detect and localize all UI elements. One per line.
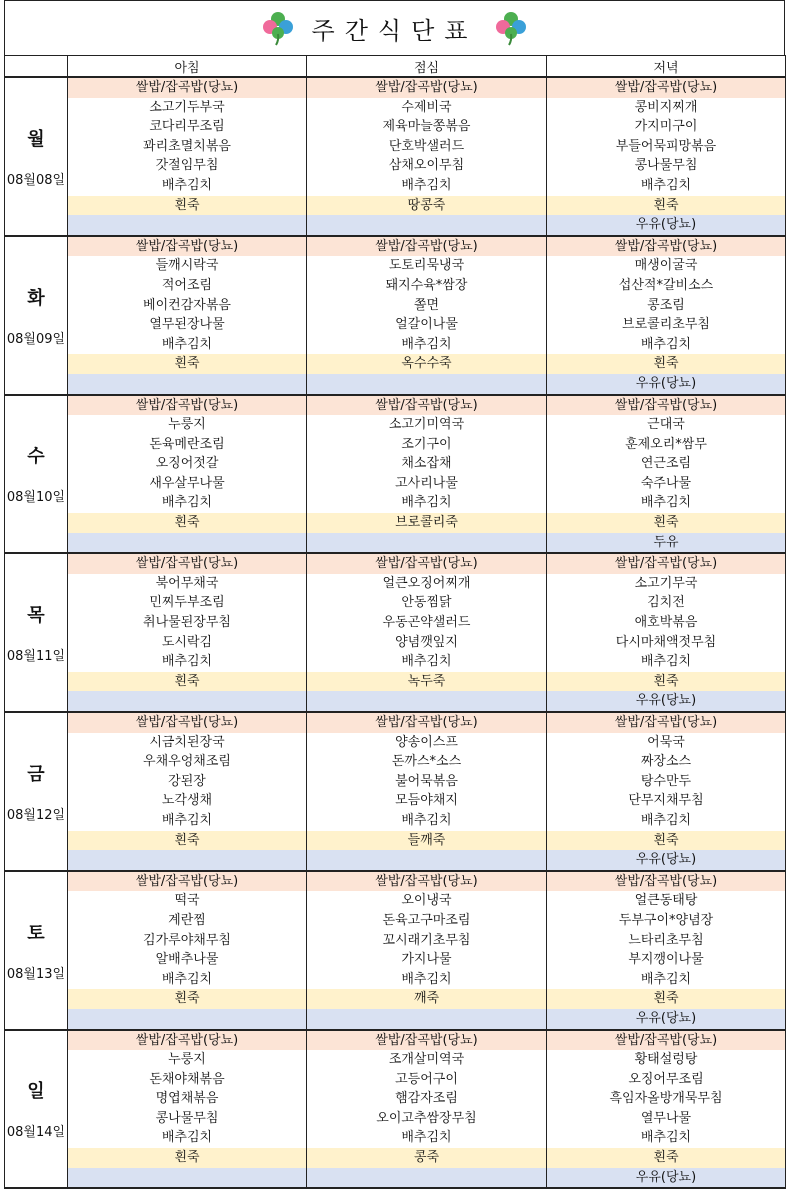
dinner-menu-item: 우유(당뇨) xyxy=(547,215,786,236)
lunch-menu-item: 브로콜리죽 xyxy=(307,513,547,533)
menu-row xyxy=(5,891,786,911)
menu-row xyxy=(5,256,786,276)
breakfast-menu-item xyxy=(68,215,307,236)
dinner-menu-item: 배추김치 xyxy=(547,811,786,831)
menu-row xyxy=(5,871,786,892)
breakfast-menu-item: 소고기두부국 xyxy=(68,98,307,118)
lunch-menu-item: 양송이스프 xyxy=(307,733,547,753)
dinner-menu-item: 탕수만두 xyxy=(547,772,786,792)
breakfast-menu-item: 꽈리초멸치볶음 xyxy=(68,137,307,157)
lunch-menu-item: 쌀밥/잡곡밥(당뇨) xyxy=(307,871,547,892)
breakfast-menu-item xyxy=(68,533,307,554)
lunch-menu-item: 옥수수죽 xyxy=(307,354,547,374)
lunch-menu-item: 채소잡채 xyxy=(307,454,547,474)
menu-row xyxy=(5,117,786,137)
dinner-menu-item: 숙주나물 xyxy=(547,474,786,494)
menu-row xyxy=(5,335,786,355)
breakfast-menu-item xyxy=(68,1009,307,1030)
dinner-menu-item: 다시마채액젓무침 xyxy=(547,633,786,653)
dinner-menu-item: 우유(당뇨) xyxy=(547,374,786,395)
dinner-menu-item: 콩조림 xyxy=(547,296,786,316)
lunch-menu-item: 땅콩죽 xyxy=(307,196,547,216)
day-date: 08월12일 xyxy=(6,807,66,823)
lunch-menu-item xyxy=(307,1009,547,1030)
breakfast-menu-item: 쌀밥/잡곡밥(당뇨) xyxy=(68,236,307,257)
breakfast-menu-item: 쌀밥/잡곡밥(당뇨) xyxy=(68,395,307,416)
menu-row xyxy=(5,296,786,316)
breakfast-menu-item: 흰죽 xyxy=(68,354,307,374)
day-name: 금 xyxy=(27,763,45,785)
dinner-menu-item: 콩나물무침 xyxy=(547,156,786,176)
breakfast-menu-item: 흰죽 xyxy=(68,196,307,216)
breakfast-menu-item: 노각생채 xyxy=(68,791,307,811)
breakfast-menu-item: 흰죽 xyxy=(68,831,307,851)
menu-row xyxy=(5,553,786,574)
dinner-menu-item: 흰죽 xyxy=(547,196,786,216)
dinner-menu-item: 매생이굴국 xyxy=(547,256,786,276)
menu-table xyxy=(4,55,786,1189)
lunch-menu-item: 안동찜닭 xyxy=(307,593,547,613)
lunch-menu-item: 배추김치 xyxy=(307,652,547,672)
menu-row xyxy=(5,811,786,831)
menu-row xyxy=(5,98,786,118)
breakfast-menu-item: 배추김치 xyxy=(68,811,307,831)
breakfast-menu-item: 쌀밥/잡곡밥(당뇨) xyxy=(68,871,307,892)
dinner-menu-item: 어묵국 xyxy=(547,733,786,753)
day-name: 목 xyxy=(27,605,45,627)
breakfast-menu-item: 코다리무조림 xyxy=(68,117,307,137)
menu-row xyxy=(5,156,786,176)
dinner-menu-item: 우유(당뇨) xyxy=(547,1009,786,1030)
breakfast-menu-item: 시금치된장국 xyxy=(68,733,307,753)
menu-row xyxy=(5,691,786,712)
menu-row xyxy=(5,474,786,494)
lunch-menu-item: 들깨죽 xyxy=(307,831,547,851)
breakfast-menu-item: 쌀밥/잡곡밥(당뇨) xyxy=(68,712,307,733)
breakfast-menu-item: 배추김치 xyxy=(68,1128,307,1148)
dinner-menu-item: 흰죽 xyxy=(547,1148,786,1168)
dinner-menu-item: 우유(당뇨) xyxy=(547,850,786,871)
menu-row xyxy=(5,574,786,594)
menu-row xyxy=(5,850,786,871)
header-row xyxy=(5,56,786,78)
menu-row xyxy=(5,315,786,335)
lunch-menu-item: 수제비국 xyxy=(307,98,547,118)
dinner-menu-item: 흰죽 xyxy=(547,989,786,1009)
day-cell xyxy=(5,712,68,871)
dinner-menu-item: 우유(당뇨) xyxy=(547,691,786,712)
dinner-menu-item: 두유 xyxy=(547,533,786,554)
dinner-menu-item: 짜장소스 xyxy=(547,752,786,772)
lunch-menu-item: 쫄면 xyxy=(307,296,547,316)
dinner-menu-item: 애호박볶음 xyxy=(547,613,786,633)
dinner-menu-item: 흰죽 xyxy=(547,672,786,692)
dinner-menu-item: 김치전 xyxy=(547,593,786,613)
menu-row xyxy=(5,374,786,395)
lunch-menu-item: 쌀밥/잡곡밥(당뇨) xyxy=(307,236,547,257)
breakfast-menu-item: 흰죽 xyxy=(68,672,307,692)
lunch-menu-item: 제육마늘쫑볶음 xyxy=(307,117,547,137)
dinner-menu-item: 근대국 xyxy=(547,415,786,435)
menu-row xyxy=(5,415,786,435)
breakfast-menu-item: 들깨시락국 xyxy=(68,256,307,276)
breakfast-menu-item: 북어무채국 xyxy=(68,574,307,594)
breakfast-menu-item: 누룽지 xyxy=(68,1050,307,1070)
dinner-menu-item: 열무나물 xyxy=(547,1109,786,1129)
day-cell xyxy=(5,395,68,554)
dinner-menu-item: 흑임자올방개묵무침 xyxy=(547,1089,786,1109)
dinner-menu-item: 오징어무조림 xyxy=(547,1070,786,1090)
lunch-menu-item: 조개살미역국 xyxy=(307,1050,547,1070)
breakfast-menu-item: 민찌두부조림 xyxy=(68,593,307,613)
breakfast-menu-item: 배추김치 xyxy=(68,493,307,513)
menu-row xyxy=(5,712,786,733)
lunch-menu-item: 소고기미역국 xyxy=(307,415,547,435)
lunch-menu-item xyxy=(307,1168,547,1189)
clover-right-icon xyxy=(495,10,527,46)
breakfast-menu-item: 새우살무나물 xyxy=(68,474,307,494)
dinner-menu-item: 배추김치 xyxy=(547,335,786,355)
dinner-menu-item: 단무지채무침 xyxy=(547,791,786,811)
dinner-menu-item: 콩비지찌개 xyxy=(547,98,786,118)
menu-row xyxy=(5,950,786,970)
menu-row xyxy=(5,752,786,772)
lunch-menu-item: 도토리묵냉국 xyxy=(307,256,547,276)
day-name: 화 xyxy=(27,287,45,309)
breakfast-menu-item: 콩나물무침 xyxy=(68,1109,307,1129)
breakfast-menu-item: 오징어젓갈 xyxy=(68,454,307,474)
day-name: 수 xyxy=(27,446,45,468)
dinner-menu-item: 느타리초무침 xyxy=(547,931,786,951)
menu-sheet xyxy=(4,0,785,1189)
menu-row xyxy=(5,1168,786,1189)
menu-row xyxy=(5,1109,786,1129)
day-cell xyxy=(5,553,68,712)
lunch-menu-item: 배추김치 xyxy=(307,493,547,513)
breakfast-menu-item: 쌀밥/잡곡밥(당뇨) xyxy=(68,553,307,574)
day-name: 토 xyxy=(27,922,45,944)
menu-row xyxy=(5,513,786,533)
lunch-menu-item: 조기구이 xyxy=(307,435,547,455)
menu-row xyxy=(5,1148,786,1168)
lunch-menu-item: 오이냉국 xyxy=(307,891,547,911)
day-cell xyxy=(5,236,68,395)
dinner-menu-item: 쌀밥/잡곡밥(당뇨) xyxy=(547,77,786,98)
breakfast-menu-item: 떡국 xyxy=(68,891,307,911)
breakfast-menu-item: 베이컨감자볶음 xyxy=(68,296,307,316)
menu-row xyxy=(5,831,786,851)
dinner-menu-item: 훈제오리*쌈무 xyxy=(547,435,786,455)
breakfast-menu-item: 열무된장나물 xyxy=(68,315,307,335)
menu-row xyxy=(5,176,786,196)
menu-body xyxy=(5,77,786,1188)
dinner-menu-item: 쌀밥/잡곡밥(당뇨) xyxy=(547,553,786,574)
dinner-menu-item: 흰죽 xyxy=(547,831,786,851)
menu-row xyxy=(5,672,786,692)
lunch-menu-item xyxy=(307,691,547,712)
dinner-menu-item: 가지미구이 xyxy=(547,117,786,137)
dinner-menu-item: 쌀밥/잡곡밥(당뇨) xyxy=(547,1030,786,1051)
dinner-menu-item: 쌀밥/잡곡밥(당뇨) xyxy=(547,871,786,892)
day-name: 일 xyxy=(27,1081,45,1103)
menu-row xyxy=(5,652,786,672)
menu-row xyxy=(5,77,786,98)
menu-row xyxy=(5,733,786,753)
day-date: 08월11일 xyxy=(6,649,66,665)
lunch-menu-item: 배추김치 xyxy=(307,811,547,831)
lunch-menu-item: 녹두죽 xyxy=(307,672,547,692)
breakfast-menu-item: 쌀밥/잡곡밥(당뇨) xyxy=(68,77,307,98)
menu-row xyxy=(5,215,786,236)
header-dinner: 저녁 xyxy=(547,56,786,78)
breakfast-menu-item: 취나물된장무침 xyxy=(68,613,307,633)
dinner-menu-item: 섭산적*갈비소스 xyxy=(547,276,786,296)
day-date: 08월13일 xyxy=(6,966,66,982)
breakfast-menu-item: 흰죽 xyxy=(68,513,307,533)
lunch-menu-item: 고등어구이 xyxy=(307,1070,547,1090)
lunch-menu-item: 얼갈이나물 xyxy=(307,315,547,335)
lunch-menu-item: 쌀밥/잡곡밥(당뇨) xyxy=(307,77,547,98)
day-date: 08월09일 xyxy=(6,331,66,347)
menu-row xyxy=(5,1070,786,1090)
lunch-menu-item: 우동곤약샐러드 xyxy=(307,613,547,633)
menu-row xyxy=(5,970,786,990)
day-cell xyxy=(5,1030,68,1189)
menu-row xyxy=(5,911,786,931)
day-name: 월 xyxy=(27,128,45,150)
breakfast-menu-item: 명엽채볶음 xyxy=(68,1089,307,1109)
lunch-menu-item xyxy=(307,374,547,395)
lunch-menu-item: 모듬야채지 xyxy=(307,791,547,811)
breakfast-menu-item: 김가루야채무침 xyxy=(68,931,307,951)
lunch-menu-item xyxy=(307,533,547,554)
day-cell xyxy=(5,871,68,1030)
breakfast-menu-item: 갓절임무침 xyxy=(68,156,307,176)
breakfast-menu-item: 우채우엉채조림 xyxy=(68,752,307,772)
dinner-menu-item: 흰죽 xyxy=(547,354,786,374)
header-lunch: 점심 xyxy=(307,56,547,78)
menu-row xyxy=(5,1128,786,1148)
lunch-menu-item xyxy=(307,215,547,236)
dinner-menu-item: 연근조림 xyxy=(547,454,786,474)
breakfast-menu-item: 알배추나물 xyxy=(68,950,307,970)
breakfast-menu-item xyxy=(68,691,307,712)
menu-row xyxy=(5,395,786,416)
menu-row xyxy=(5,276,786,296)
breakfast-menu-item xyxy=(68,374,307,395)
dinner-menu-item: 배추김치 xyxy=(547,652,786,672)
breakfast-menu-item: 돈육메란조림 xyxy=(68,435,307,455)
clover-left-icon xyxy=(262,10,294,46)
lunch-menu-item: 쌀밥/잡곡밥(당뇨) xyxy=(307,1030,547,1051)
menu-row xyxy=(5,196,786,216)
dinner-menu-item: 부지깽이나물 xyxy=(547,950,786,970)
lunch-menu-item: 고사리나물 xyxy=(307,474,547,494)
breakfast-menu-item: 배추김치 xyxy=(68,176,307,196)
day-cell xyxy=(5,77,68,236)
breakfast-menu-item xyxy=(68,850,307,871)
lunch-menu-item: 가지나물 xyxy=(307,950,547,970)
dinner-menu-item: 배추김치 xyxy=(547,1128,786,1148)
lunch-menu-item: 콩죽 xyxy=(307,1148,547,1168)
lunch-menu-item: 꼬시래기초무침 xyxy=(307,931,547,951)
dinner-menu-item: 흰죽 xyxy=(547,513,786,533)
menu-row xyxy=(5,493,786,513)
menu-row xyxy=(5,454,786,474)
menu-row xyxy=(5,931,786,951)
breakfast-menu-item: 흰죽 xyxy=(68,989,307,1009)
dinner-menu-item: 얼큰동태탕 xyxy=(547,891,786,911)
menu-row xyxy=(5,1009,786,1030)
dinner-menu-item: 브로콜리초무침 xyxy=(547,315,786,335)
lunch-menu-item: 배추김치 xyxy=(307,176,547,196)
header-breakfast: 아침 xyxy=(68,56,307,78)
menu-row xyxy=(5,435,786,455)
breakfast-menu-item: 적어조림 xyxy=(68,276,307,296)
dinner-menu-item: 쌀밥/잡곡밥(당뇨) xyxy=(547,236,786,257)
lunch-menu-item: 배추김치 xyxy=(307,970,547,990)
menu-row xyxy=(5,772,786,792)
lunch-menu-item: 단호박샐러드 xyxy=(307,137,547,157)
lunch-menu-item: 돼지수육*쌈장 xyxy=(307,276,547,296)
menu-row xyxy=(5,613,786,633)
lunch-menu-item: 배추김치 xyxy=(307,335,547,355)
dinner-menu-item: 소고기무국 xyxy=(547,574,786,594)
header-blank xyxy=(5,56,68,78)
lunch-menu-item: 돈육고구마조림 xyxy=(307,911,547,931)
menu-row xyxy=(5,791,786,811)
breakfast-menu-item: 흰죽 xyxy=(68,1148,307,1168)
dinner-menu-item: 황태설렁탕 xyxy=(547,1050,786,1070)
day-date: 08월08일 xyxy=(6,172,66,188)
title-row xyxy=(4,0,785,55)
dinner-menu-item: 쌀밥/잡곡밥(당뇨) xyxy=(547,395,786,416)
menu-row xyxy=(5,989,786,1009)
breakfast-menu-item: 쌀밥/잡곡밥(당뇨) xyxy=(68,1030,307,1051)
breakfast-menu-item: 강된장 xyxy=(68,772,307,792)
menu-row xyxy=(5,236,786,257)
lunch-menu-item: 쌀밥/잡곡밥(당뇨) xyxy=(307,712,547,733)
lunch-menu-item: 깨죽 xyxy=(307,989,547,1009)
breakfast-menu-item: 누룽지 xyxy=(68,415,307,435)
lunch-menu-item: 삼채오이무침 xyxy=(307,156,547,176)
menu-row xyxy=(5,354,786,374)
dinner-menu-item: 배추김치 xyxy=(547,970,786,990)
lunch-menu-item xyxy=(307,850,547,871)
breakfast-menu-item: 배추김치 xyxy=(68,335,307,355)
lunch-menu-item: 얼큰오징어찌개 xyxy=(307,574,547,594)
menu-row xyxy=(5,533,786,554)
breakfast-menu-item: 계란찜 xyxy=(68,911,307,931)
menu-row xyxy=(5,593,786,613)
breakfast-menu-item: 돈채야채볶음 xyxy=(68,1070,307,1090)
lunch-menu-item: 불어묵볶음 xyxy=(307,772,547,792)
dinner-menu-item: 두부구이*양념장 xyxy=(547,911,786,931)
menu-row xyxy=(5,137,786,157)
menu-row xyxy=(5,1050,786,1070)
breakfast-menu-item: 배추김치 xyxy=(68,652,307,672)
breakfast-menu-item xyxy=(68,1168,307,1189)
day-date: 08월14일 xyxy=(6,1125,66,1141)
dinner-menu-item: 쌀밥/잡곡밥(당뇨) xyxy=(547,712,786,733)
lunch-menu-item: 쌀밥/잡곡밥(당뇨) xyxy=(307,395,547,416)
lunch-menu-item: 배추김치 xyxy=(307,1128,547,1148)
lunch-menu-item: 햄감자조림 xyxy=(307,1089,547,1109)
menu-row xyxy=(5,633,786,653)
dinner-menu-item: 우유(당뇨) xyxy=(547,1168,786,1189)
menu-row xyxy=(5,1030,786,1051)
dinner-menu-item: 부들어묵피망볶음 xyxy=(547,137,786,157)
lunch-menu-item: 돈까스*소스 xyxy=(307,752,547,772)
lunch-menu-item: 쌀밥/잡곡밥(당뇨) xyxy=(307,553,547,574)
lunch-menu-item: 오이고추쌈장무침 xyxy=(307,1109,547,1129)
breakfast-menu-item: 도시락김 xyxy=(68,633,307,653)
page-title: 주간식단표 xyxy=(311,16,478,45)
menu-row xyxy=(5,1089,786,1109)
dinner-menu-item: 배추김치 xyxy=(547,493,786,513)
lunch-menu-item: 양념깻잎지 xyxy=(307,633,547,653)
day-date: 08월10일 xyxy=(6,490,66,506)
breakfast-menu-item: 배추김치 xyxy=(68,970,307,990)
dinner-menu-item: 배추김치 xyxy=(547,176,786,196)
